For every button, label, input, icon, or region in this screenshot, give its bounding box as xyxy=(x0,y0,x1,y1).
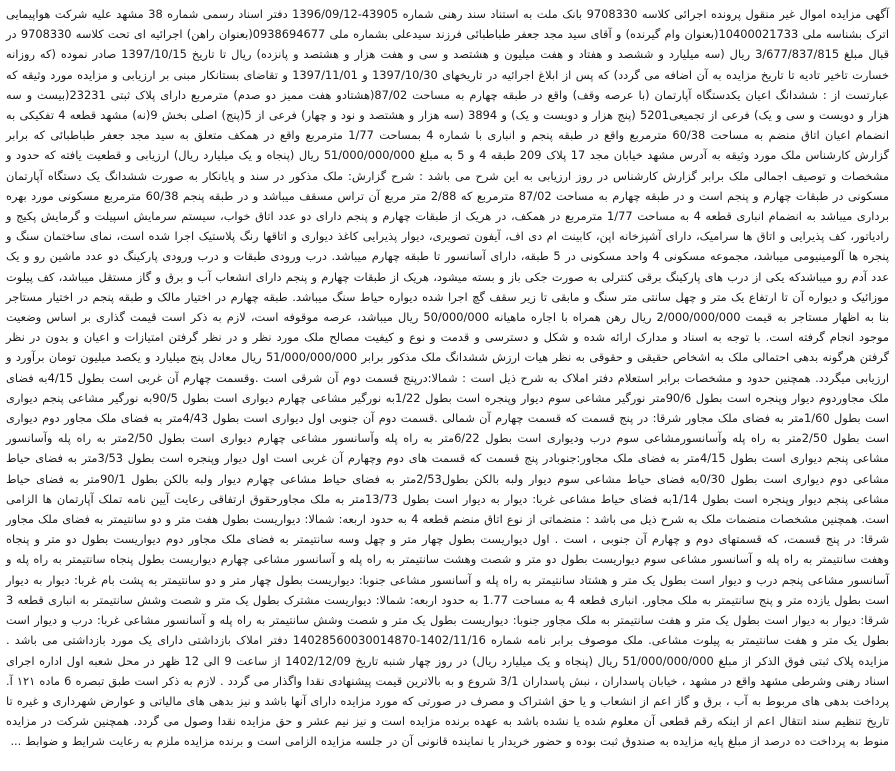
auction-notice-body: آگهی مزایده اموال غیر منقول پرونده اجرائی کلاسه 9708330 بانک ملت به استناد سند رهنی شماره 43905-1396/09/12 دفتر اسناد رسمی شماره 38 مشهد علیه شرکت هواپیمایی اترک بشناسه ملی 10400021733(بعنوان وام گیرنده) و آقای سید مجد جعفر طباطبائی فرزند سیدعلی بشماره ملی 0938694677(بعنوان راهن) اجرائیه ای تحت کلاسه 9708330 در قبال مبلغ 3/677/837/815 ریال (سه میلیارد و ششصد و هفتاد و هفت میلیون و هشتصد و سی و هفت هزار و هشتصد و پانزده) ریال تا تاریخ 1397/10/15 صادر نموده (که روزانه خسارت تاخیر تادیه تا تاریخ مزایده به آن اضافه می گردد) که پس از ابلاغ اجرائیه در تاریخهای 1397/10/30 و 1397/11/01 و تقاضای بستانکار مبنی بر ارزیابی و مزایده مورد وثیقه که عبارتست از : ششدانگ اعیان یکدستگاه آپارتمان (با عرصه وقف) واقع در طبقه چهارم به مساحت 87/02(هشتادو هفت ممیز دو صدم) مترمربع دارای پلاک ثبتی 23231(بیست و سه هزار و دویست و سی و یک) فرعی از تجمیعی5201 (پنج هزار و دویست و یک) و 3894 (سه هزار و هشتصد و نود و چهار) فرعی از 5(پنج) اصلی بخش 9(نه) مشهد قطعه 4 تفکیکی به انضمام اعیان اتاق منضم به مساحت 60/38 مترمربع واقع در طبقه پنجم و انباری با شماره 4 بمساحت 1/77 مترمربع واقع در همکف متعلق به سید مجد جعفر طباطبائی که برابر گزارش کارشناس ملک مورد وثیقه به آدرس مشهد خیابان مجد 17 پلاک 209 طبقه 4 و 5 به مبلغ 51/000/000/000 ریال (پنجاه و یک میلیارد ریال) ارزیابی و قطعیت یافته که حدود و مشخصات و توصیف اجمالی ملک برابر گزارش کارشناس در روز ارزیابی به این شرح می باشد : شرح گزارش: ملک مذکور در سند و پایانکار به صورت ششدانگ یک دستگاه آپارتمان مسکونی در طبقات چهارم و پنجم است و در طبقه چهارم به مساحت 87/02 مترمربع که 2/88 متر مربع آن تراس مسقف میباشد و در طبقه پنجم 60/38 مترمربع مسکونی مورد بهره برداری میباشد به انضمام انباری قطعه 4 به مساحت 1/77 مترمربع در همکف، در هریک از طبقات چهارم و پنجم دارای دو عدد اتاق خواب، سیستم سرمایش اسپیلت و گرمایش پکیج و رادیاتور، کف پذیرایی و اتاق ها سرامیک، دارای آشپزخانه اپن، کابینت ام دی اف، آیفون تصویری، دیوار پذیرایی کاغذ دیواری و اتاقها رنگ پلاستیک اجرا شده است، نمای ساختمان سنگ و پنجره ها آلومینیومی میباشد، مجموعه مسکونی 4 واحد مسکونی در 5 طبقه، دارای آسانسور تا طبقه چهارم میباشد. درب ورودی طبقات و درب ورودی پارکینگ دو عدد ماشین رو و یک عدد آدم رو میباشدکه یکی از درب های پارکینگ برقی کنترلی به صورت جکی باز و بسته میشود، هریک از طبقات چهارم و پنجم دارای انشعاب آب و برق و گاز مستقل میباشد، کف پیلوت موزائیک و دیواره آن تا ارتفاع یک متر و چهل سانتی متر سنگ و مابقی تا زیر سقف گچ اجرا شده دیواره حیاط سنگ میباشد. طبقه چهارم در اختیار مالک و طبقه پنجم در اختیار مستاجر بنا به اظهار مستاجر به قیمت 2/000/000/000 ریال رهن همراه با اجاره ماهیانه 50/000/000 ریال میباشد، عرصه موقوفه است، لازم به ذکر است قیمت گذاری بر اساس وضعیت موجود انجام گرفته است. با توجه به اسناد و مدارک ارائه شده و شکل و دسترسی و قدمت و نوع و کیفیت مصالح ملک مورد نظر و در نظر گرفتن امتیازات و اعیان و بدون در نظر گرفتن هرگونه بدهی احتمالی ملک به اشخاص حقیقی و حقوقی به نظر هیات ارزش ششدانگ ملک مذکور برابر 51/000/000/000 ریال معادل پنج میلیارد و یکصد میلیون تومان برآورد و ارزیابی میگردد. همچنین حدود و مشخصات برابر استعلام دفتر املاک به شرح ذیل است : شمالا:درپنج قسمت دوم آن شرقی است .وقسمت چهارم آن غربی است بطول 4/15به فضای ملک مجاوردوم دیوار وپنجره است بطول 90/6متر نورگیر مشاعی سوم دیوار وپنجره است بطول 1/22به نورگیر مشاعی چهارم دیواری است بطول 90/5به نورگیر مشاعی پنجم دیواری است بطول 1/60متر به فضای ملک مجاور شرقا: در پنج قسمت که قسمت چهارم آن شمالی .قسمت دوم آن جنوبی اول دیواری است بطول 4/43متر به فضای ملک مجاور دوم دیواری است بطول 2/50متر به راه پله وآسانسورمشاعی سوم درب ودیواری است بطول 6/22متر به راه پله وآسانسور مشاعی چهارم دیواری است بطول 2/50متر به راه پله وآسانسور مشاعی پنجم دیواری است بطول 4/15متر به فضای ملک مجاور:جنوبادر پنج قسمت که قسمت های دوم وچهارم آن غربی است اول دیوار وپنجره است بطول 3/53متر به فضای حیاط مشاعی دوم دیواری است بطول 0/30به فضای حیاط مشاعی سوم دیوار ولبه بالکن بطول2/53متر به فضای حیاط مشاعی چهارم دیوار ولبه بالکن بطول 90/1متر به فضای حیاط مشاعی پنجم دیوار وپنجره است بطول 1/14به فضای حیاط مشاعی غربا: دیوار به دیوار است بطول 13/73متر به ملک مجاورحقوق ارتفاقی رعایت آیین نامه تملک آپارتمان ها الزامی است. همچنین مشخصات منضمات ملک به شرح ذیل می باشد : منضماتی از نوع اتاق منضم قطعه 4 به حدود اربعه: شمالا: دیواریست بطول هفت متر و دو سانتیمتر به فضای ملک مجاور شرقا: در پنج قسمت، که قسمتهای دوم و چهارم آن جنوبی ، است . اول دیواریست بطول چهار متر و چهل وسه سانتیمتر به فضای ملک مجاور دوم دیواریست بطول دو متر و پنجاه وهفت سانتیمتر به راه پله و آسانسور مشاعی سوم دیواریست بطول دو متر و شصت وهشت سانتیمتر به راه پله و آسانسور مشاعی چهارم دیواریست بطول پنجاه سانتیمتر به راه پله و آسانسور مشاعی پنجم درب و دیوار است بطول یک متر و هشتاد سانتیمتر به راه پله و آسانسور مشاعی جنوبا: دیواریست بطول چهار متر و دو سانتیمتر به پشت بام غربا: دیوار به دیوار است بطول یازده متر و پنج سانتیمتر به ملک مجاور. انباری قطعه 4 به مساحت 1.77 به حدود اربعه: شمالا: دیواریست مشترک بطول یک متر و شصت وشش سانتیمتر به انباری قطعه 3 شرقا: دیوار به دیوار است بطول یک متر و هفت سانتیمتر به ملک مجاور جنوبا: دیواریست بطول یک متر و شصت وشش سانتیمتر به راه پله و آسانسور مشاعی غربا: درب و دیوار است بطول یک متر و هفت سانتیمتر به پیلوت مشاعی. ملک موصوف برابر نامه شماره 1402/11/16-14028560030014870 دفتر املاک بازداشتی دارای یک مورد بازداشتی می باشد . مزایده پلاک ثبتی فوق الذکر از مبلغ 51/000/000/000 ریال (پنجاه و یک میلیارد ریال) در روز چهار شنبه تاریخ 1402/12/09 از ساعت 9 الی 12 ظهر در محل شعبه اول اداره اجرای اسناد رهنی وشرطی مشهد واقع در مشهد ، خیابان پاسداران ، نبش پاسداران 3/1 شروع و به بالاترین قیمت پیشنهادی نقدا واگذار می گردد . لازم به ذکر است طبق تبصره 6 ماده ۱۲۱ آ. پرداخت بدهی های مربوط به آب ، برق و گاز اعم از انشعاب و یا حق اشتراک و مصرف در صورتی که مورد مزایده دارای آنها باشد و نیز بدهی های مالیاتی و عوارض شهرداری و غیره تا تاریخ تنظیم سند انتقال اعم از اینکه رقم قطعی آن معلوم شده یا نشده باشد به عهده برنده مزایده است و نیز نیم عشر و حق مزایده نقدا وصول می گردد. همچنین شرکت در مزایده منوط به پرداخت ده درصد از مبلغ پایه مزایده به صندوق ثبت بوده و حضور خریدار یا نماینده قانونی آن در جلسه مزایده الزامی است و برنده مزایده ملزم به رعایت شرایط و ضوابط ... xyxy=(6,7,890,749)
